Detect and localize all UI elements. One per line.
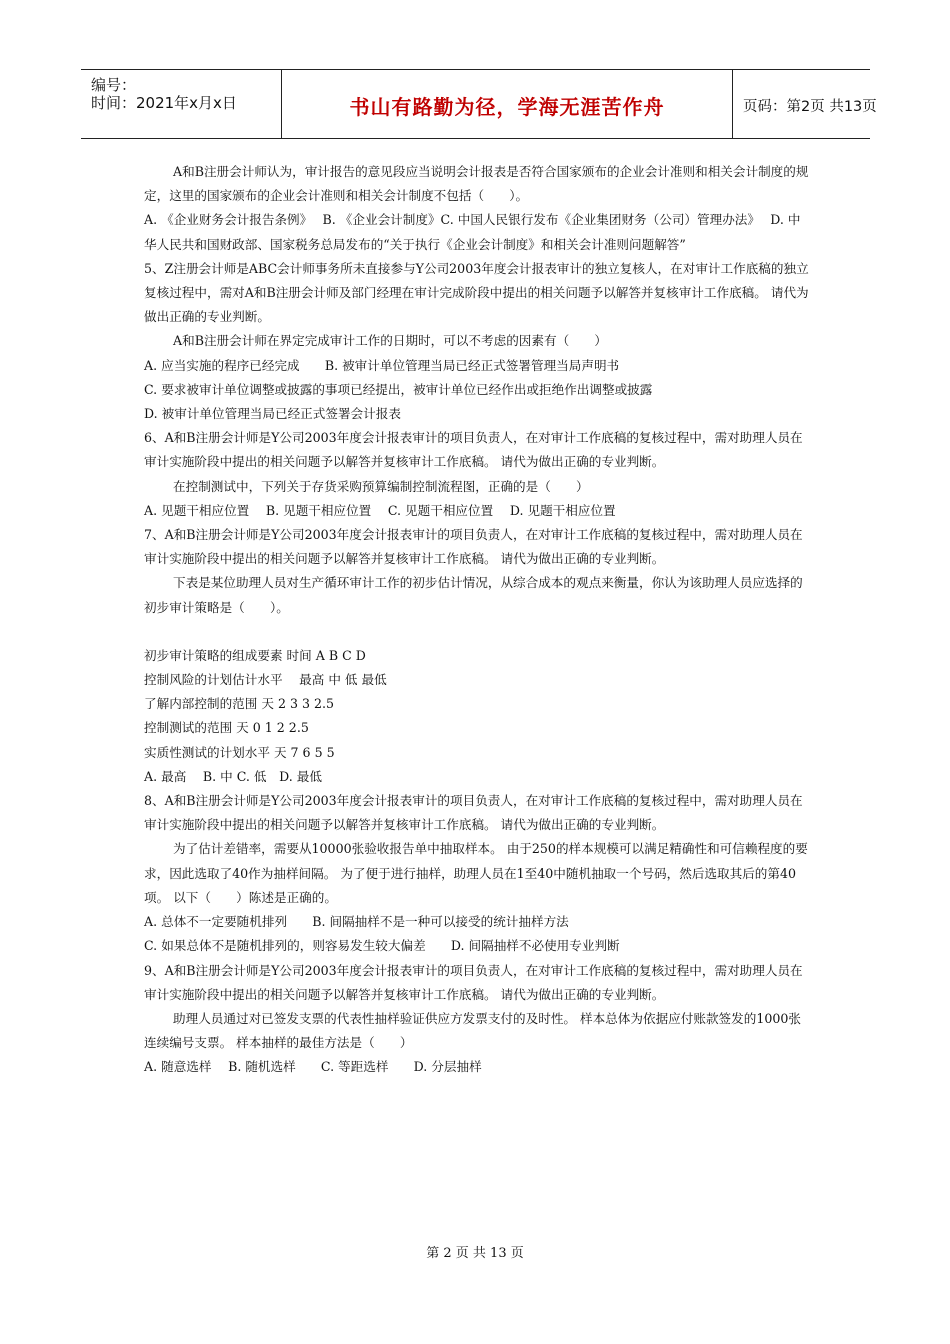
paragraph: 9、A和B注册会计师是Y公司2003年度会计报表审计的项目负责人，在对审计工作底稿的复核过程中，需对助理人员在审计实施阶段中提出的相关问题予以解答并复核审计工作底稿。 请代为做出正确的专业判断。 [144,962,803,1002]
paragraph: 下表是某位助理人员对生产循环审计工作的初步估计情况，从综合成本的观点来衡量，你认为该助理人员应选择的初步审计策略是（ ）。 [144,575,803,615]
paragraph: A. 应当实施的程序已经完成 B. 被审计单位管理当局已经正式签署管理当局声明书 [144,357,620,373]
paragraph: D. 被审计单位管理当局已经正式签署会计报表 [144,406,401,422]
paragraph: 8、A和B注册会计师是Y公司2003年度会计报表审计的项目负责人，在对审计工作底稿的复核过程中，需对助理人员在审计实施阶段中提出的相关问题予以解答并复核审计工作底稿。 请代为做出正确的专业判断。 [144,793,803,833]
paragraph: A和B注册会计师在界定完成审计工作的日期时，可以不考虑的因素有（ ） [173,333,607,349]
document-date: 时间：2021年x月x日 [91,94,237,112]
paragraph: 7、A和B注册会计师是Y公司2003年度会计报表审计的项目负责人，在对审计工作底稿的复核过程中，需对助理人员在审计实施阶段中提出的相关问题予以解答并复核审计工作底稿。 请代为做出正确的专业判断。 [144,527,803,567]
header-page-info: 页码：第2页 共13页 [743,99,877,115]
page-header [81,69,877,139]
paragraph: 助理人员通过对已签发支票的代表性抽样验证供应方发票支付的及时性。 样本总体为依据应付账款签发的1000张连续编号支票。 样本抽样的最佳方法是（ ） [144,1010,801,1051]
paragraph: 6、A和B注册会计师是Y公司2003年度会计报表审计的项目负责人，在对审计工作底稿的复核过程中，需对助理人员在审计实施阶段中提出的相关问题予以解答并复核审计工作底稿。 请代为做出正确的专业判断。 [144,430,803,470]
paragraph: 在控制测试中，下列关于存货采购预算编制控制流程图，正确的是（ ） [173,478,589,494]
paragraph: 初步审计策略的组成要素 时间 A B C D [144,647,366,663]
document-body [144,160,809,1080]
paragraph: 实质性测试的计划水平 天 7 6 5 5 [144,744,335,760]
paragraph: 了解内部控制的范围 天 2 3 3 2.5 [144,696,335,712]
header-meta [81,70,282,138]
paragraph: A. 随意选样 B. 随机选样 C. 等距选样 D. 分层抽样 [144,1059,482,1075]
header-motto-cell [282,70,733,138]
paragraph: 为了估计差错率，需要从10000张验收报告单中抽取样本。 由于250的样本规模可以满足精确性和可信赖程度的要求，因此选取了40作为抽样间隔。 为了便于进行抽样，助理人员在1至40中随机抽取一个号码，然后选取其后的第40项。 以下（ ）陈述是正确的。 [144,841,808,905]
motto-text: 书山有路勤为径，学海无涯苦作舟 [349,95,665,119]
paragraph: 5、Z注册会计师是ABC会计师事务所未直接参与Y公司2003年度会计报表审计的独立复核人，在对审计工作底稿的独立复核过程中，需对A和B注册会计师及部门经理在审计完成阶段中提出的相关问题予以解答并复核审计工作底稿。 请代为做出正确的专业判断。 [144,260,809,325]
paragraph: C. 如果总体不是随机排列的，则容易发生较大偏差 D. 间隔抽样不必使用专业判断 [144,938,620,954]
paragraph: C. 要求被审计单位调整或披露的事项已经提出，被审计单位已经作出或拒绝作出调整或披露 [144,381,653,397]
header-page-info-cell [733,70,877,138]
document-number-label: 编号： [91,76,137,94]
paragraph: A. 最高 B. 中 C. 低 D. 最低 [144,768,322,784]
paragraph: 控制测试的范围 天 0 1 2 2.5 [144,720,309,736]
page-footer: 第 2 页 共 13 页 [426,1246,524,1261]
paragraph: 控制风险的计划估计水平 最高 中 低 最低 [144,672,387,688]
paragraph: A. 总体不一定要随机排列 B. 间隔抽样不是一种可以接受的统计抽样方法 [144,914,569,930]
blank-line [144,620,809,644]
paragraph: A和B注册会计师认为，审计报告的意见段应当说明会计报表是否符合国家颁布的企业会计准则和相关会计制度的规定，这里的国家颁布的企业会计准则和相关会计制度不包括（ ）。 [144,164,809,204]
paragraph: A. 《企业财务会计报告条例》 B. 《企业会计制度》C. 中国人民银行发布《企业集团财务（公司）管理办法》 D. 中华人民共和国财政部、国家税务总局发布的“关于执行《企业会计制度》和相关会计准则问题解答” [144,212,801,252]
paragraph: A. 见题干相应位置 B. 见题干相应位置 C. 见题干相应位置 D. 见题干相应位置 [144,502,616,518]
